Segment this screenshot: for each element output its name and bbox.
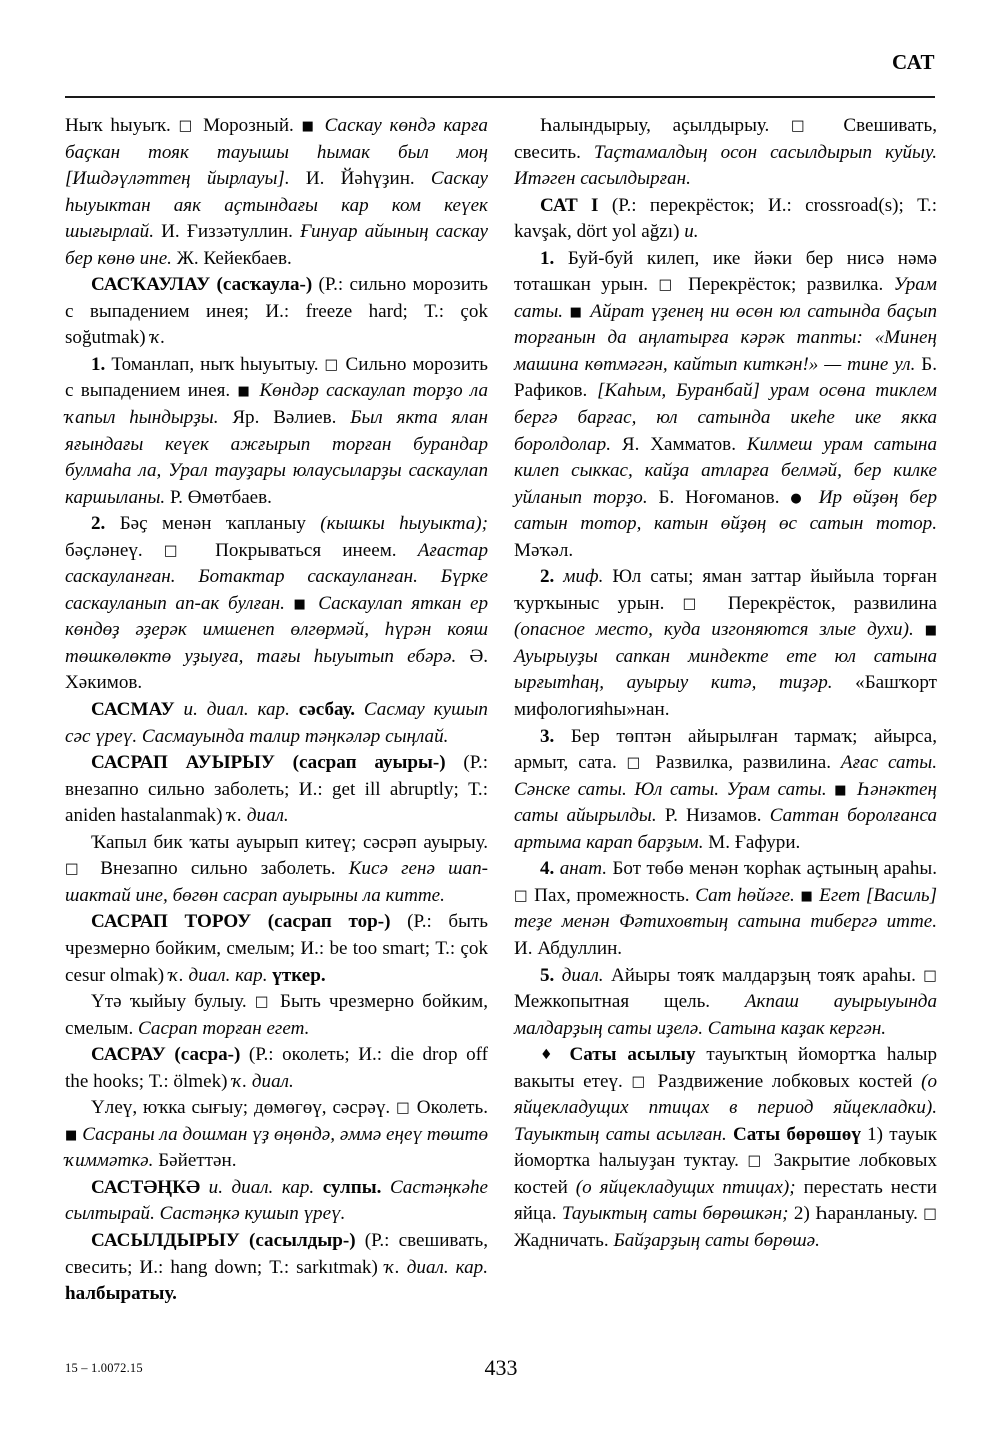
filled-square-icon: ■	[293, 596, 310, 612]
italic-text: Ауырыуҙы сапкан миндекте ете юл сатына ырғытһаң, ауырыу китә, тиҙәр.	[514, 645, 937, 694]
filled-square-icon: ■	[237, 384, 253, 400]
entry-stem: (сасрап ауыры-)	[274, 752, 446, 774]
dictionary-entry	[65, 1175, 488, 1228]
roman-text: Закрытие лобковых костей	[514, 1150, 938, 1198]
roman-text: «Башҡорт мифологияһы»нан.	[514, 672, 937, 721]
italic-text: Айрат үҙенең ни өсөн юл сатында баҫып торғанын да аңлатырға кәрәк тапты: «Минең машина көтмәгән, кайтып киткән!» — тине ул.	[514, 300, 937, 375]
bold-text: САСТӘҢКӘ	[91, 1176, 209, 1198]
roman-text: тауыҡтың йомортҡа һалыр вакыты етеү.	[514, 1044, 938, 1092]
roman-text: Бер төптән айырылған тармаҡ; айырса, армыт, сата.	[514, 725, 937, 774]
entry-headword: САСРАП АУЫРЫУ	[91, 752, 275, 774]
open-square-icon: □	[324, 356, 340, 373]
italic-text: Һәнәктең саты айырылды.	[514, 778, 937, 827]
italic-text: Тауыктың саты бөрөшкән;	[561, 1203, 794, 1225]
entry-crossreference: һалбыратыу.	[65, 1283, 177, 1305]
roman-text: Морозный.	[195, 115, 302, 136]
bold-text: сәсбау.	[298, 699, 364, 721]
entry-stem: (сасра-)	[165, 1044, 241, 1066]
italic-text: (о яйцекладущих птицах);	[575, 1176, 804, 1198]
roman-text: Мәҡәл.	[514, 539, 574, 561]
open-square-icon: □	[923, 967, 937, 984]
entry-grammar-label: и.	[679, 221, 699, 243]
roman-text: Б. Рафиков.	[514, 353, 937, 402]
page-header	[65, 52, 935, 104]
roman-text: 1) тауык йомортка һалыуҙан туктау.	[514, 1123, 937, 1172]
roman-text: Р. Өмөтбаев.	[169, 486, 272, 508]
filled-square-icon: ■	[924, 623, 937, 639]
dictionary-entry	[65, 909, 488, 989]
italic-text: анат.	[554, 858, 613, 880]
dictionary-entry	[65, 272, 488, 352]
signature-mark: 15 – 1.0072.15	[65, 1361, 143, 1375]
italic-text: Сасмау кушып сәс үреү. Сасмауында талир тәңкәләр сыңлай.	[65, 699, 488, 747]
open-square-icon: □	[514, 887, 529, 904]
italic-text: Килмеш урам сатына килеп сыккас, кайҙа атларға белмәй, бер килке уйланып торҙо.	[514, 433, 937, 508]
roman-text: Раздвижение лобковых костей	[649, 1070, 922, 1092]
entry-gloss: (Р.: свешивать, свесить; И.: hang down; Т.: sarkıtmak)	[65, 1229, 489, 1278]
entry-crossreference: үткер.	[267, 964, 326, 986]
italic-text: (о яйцекладущих птицах в период яйцекладки).	[514, 1070, 937, 1119]
roman-text: Ҡапыл бик ҡаты ауырып китеү; сәсрәп ауырыу.	[91, 831, 488, 853]
italic-text: (кышкы һыуыкта);	[320, 513, 488, 535]
roman-text: Пах, промежность.	[528, 884, 696, 906]
italic-text: Саттан боролғанса артыма карап барҙым.	[514, 805, 937, 853]
entry-gloss: (Р.: перекрёсток; И.: crossroad(s); Т.: kavşak, dört yol ağzı)	[514, 194, 938, 243]
roman-text: Ж. Кейекбаев.	[176, 247, 292, 269]
italic-text: Састәңкәһе сылтырай. Састәңкә кушып үреү.	[65, 1176, 488, 1225]
roman-text: Перекрёсток; развилка.	[677, 274, 894, 296]
open-square-icon: □	[396, 1100, 411, 1117]
dictionary-entry	[65, 1228, 488, 1308]
italic-text: Урам саты.	[514, 274, 937, 322]
entry-sense	[514, 963, 937, 1043]
dictionary-entry	[65, 697, 488, 750]
open-square-icon: □	[65, 861, 88, 878]
roman-text: Яр. Вәлиев.	[232, 407, 351, 429]
entry-phrase-block	[514, 1042, 937, 1254]
bold-text: Саты бөрөшөү	[733, 1123, 868, 1145]
roman-text: Томанлап, ныҡ һыуытыу.	[105, 353, 325, 375]
roman-text: Юл саты; яман заттар йыйыла торған ҡурҡыныс урын.	[514, 566, 937, 614]
roman-text: Ныҡ һыуыҡ.	[65, 115, 179, 136]
roman-text: Ә. Хәкимов.	[65, 645, 488, 694]
italic-text: Был якта ялан яғындағы кеүек ажғырып торған бурандар булмаһа ла, Урал тауҙары юлаусыларҙы саскаулап каршыланы.	[65, 407, 488, 508]
roman-text: Буй-буй килеп, ике йәки бер нисә нәмә тоташкан урын.	[514, 247, 937, 296]
entry-gloss: (Р.: сильно морозить с выпадением инея; И.: freeze hard; Т.: çok soğutmak)	[65, 274, 488, 349]
italic-text: Сасраны ла дошман үҙ өңөндә, әммә еңеү төштө ҡиммәткә.	[65, 1123, 488, 1172]
sense-number: 1.	[91, 353, 106, 375]
sense-number: 1.	[540, 247, 555, 269]
roman-text: Покрываться инеем.	[193, 539, 418, 561]
entry-stem: (сасрап тор-)	[251, 911, 391, 933]
entry-definition	[514, 113, 937, 193]
italic-text: и. диал. кар.	[208, 1176, 323, 1198]
entry-headword: САСҠАУЛАУ	[91, 274, 211, 296]
filled-square-icon: ■	[65, 1127, 78, 1143]
sense-number: 5.	[540, 964, 555, 986]
roman-text: Бот төбө менән ҡорһак аҫтының араһы.	[612, 858, 937, 880]
entry-sense	[514, 246, 937, 565]
bullet-icon: ●	[790, 490, 808, 506]
roman-text: Сильно морозить с выпадением инея.	[65, 353, 489, 402]
roman-text: Развилка, развилина.	[645, 752, 841, 774]
dictionary-entry	[65, 750, 488, 830]
italic-text: Ғинуар айының саскау бер көнө ине.	[65, 221, 488, 269]
roman-text: Перекрёсток, развилина	[709, 592, 938, 614]
italic-text: Акпаш ауырыуында малдарҙың саты иҙелә. Сатына каҙак кергән.	[514, 991, 937, 1039]
filled-square-icon: ■	[569, 304, 584, 320]
roman-text: И. Ғиззәтуллин.	[161, 221, 301, 243]
bold-text: сулпы.	[322, 1176, 390, 1198]
roman-text: 2) Һаранланыу.	[793, 1203, 924, 1225]
italic-text: Байҙарҙың саты бөрөшә.	[613, 1229, 820, 1251]
sense-number: 2.	[91, 513, 106, 535]
entry-continuation	[65, 113, 488, 272]
left-column	[65, 113, 488, 1308]
roman-text: Бәйеттән.	[158, 1150, 237, 1172]
italic-text: Ир өйҙөң бер сатын тотор, катын өйҙөң өс сатын тотор.	[514, 486, 938, 535]
entry-grammar-label: ҡ.	[145, 327, 166, 349]
entry-headword: САТ I	[540, 194, 599, 216]
open-square-icon: □	[658, 277, 678, 294]
open-square-icon: □	[682, 595, 710, 612]
open-square-icon: □	[631, 1073, 650, 1090]
italic-text: Егет [Василь] теҙе менән Фәтиховтың сатына тибергә итте.	[514, 884, 938, 933]
entry-sense	[514, 564, 937, 723]
roman-text: Бәҫ менән ҡапланыу	[105, 513, 321, 535]
entry-stem: (сасҡаула-)	[210, 274, 313, 296]
italic-text: Тауыктың саты асылған.	[514, 1123, 734, 1145]
roman-text: Р. Низамов.	[664, 805, 770, 827]
roman-text: Б. Ноғоманов.	[658, 486, 791, 508]
page-footer	[65, 1355, 937, 1385]
roman-text: Айыры тояҡ малдарҙың тояҡ араһы.	[610, 964, 924, 986]
bold-text: Саты асылыу	[558, 1044, 707, 1066]
dictionary-entry	[65, 1042, 488, 1095]
roman-text: Быть чрезмерно бойким, смелым.	[65, 991, 488, 1039]
entry-headword: САСРАУ	[91, 1044, 166, 1066]
roman-text: Я. Хамматов.	[621, 433, 747, 455]
italic-text: Сасрап торған егет.	[138, 1017, 310, 1039]
roman-text: Внезапно сильно заболеть.	[87, 858, 349, 880]
italic-text: Кисә генә шап-шактай ине, бөгөн сасрап ауырыны ла китте.	[65, 858, 488, 906]
italic-text: и. диал. кар.	[183, 699, 299, 721]
italic-text: Ағас саты. Сәнске саты. Юл саты. Урам саты.	[514, 752, 937, 800]
roman-text: М. Ғафури.	[708, 831, 801, 853]
roman-text: Свешивать, свесить.	[514, 115, 938, 163]
sense-number: 4.	[540, 858, 555, 880]
entry-stem: (сасылдыр-)	[239, 1229, 356, 1251]
roman-text: И. Йәһүҙин.	[305, 168, 431, 190]
italic-text: Саскау көндә карға баҫкан тояк тауышы һымак был моң [Ишдәүләттең йырлауы].	[65, 115, 488, 190]
italic-text: Сат һөйәге.	[695, 884, 801, 906]
sense-number: 3.	[540, 725, 555, 747]
entry-grammar-label: ҡ. диал. кар.	[164, 964, 268, 986]
open-square-icon: □	[163, 542, 194, 559]
entry-grammar-label: ҡ. диал.	[227, 1070, 294, 1092]
italic-text: Саскаулап яткан ер көндөҙ әҙерәк имшенеп өлгөрмәй, һүрән кояш төшкөлөктө уҙыуға, тағы һыуытып ебәрә.	[65, 592, 488, 667]
sense-number: 2.	[540, 566, 555, 588]
roman-text: Межкопытная щель.	[514, 991, 745, 1013]
body-columns	[65, 113, 937, 1308]
entry-grammar-label: ҡ. диал.	[222, 805, 289, 827]
entry-gloss: (Р.: околеть; И.: die drop off the hooks; Т.: ölmek)	[65, 1044, 488, 1092]
roman-text: Околеть.	[410, 1097, 489, 1119]
roman-text: перестать нести яйца.	[514, 1176, 937, 1225]
italic-text: [Каһым, Буранбай] урам осөна тиклем бергә барғас, юл сатында икеһе ике якка боролдолар.	[514, 380, 937, 455]
open-square-icon: □	[747, 1153, 766, 1170]
open-square-icon: □	[254, 994, 272, 1011]
bold-text: САСМАУ	[91, 699, 184, 721]
roman-text: Үлеү, юҡка сығыу; дөмөгөү, сәсрәү.	[91, 1097, 397, 1119]
entry-sense	[65, 511, 488, 697]
roman-text: И. Абдуллин.	[514, 937, 623, 959]
filled-square-icon: ■	[800, 888, 814, 904]
filled-square-icon: ■	[834, 782, 850, 798]
open-square-icon: □	[923, 1206, 937, 1223]
italic-text: (опасное место, куда изгоняются злые духи).	[514, 619, 925, 641]
italic-text: Ағастар саскауланған. Ботактар саскауланған. Бүрке саскауланып ап-ак булған.	[65, 539, 488, 614]
roman-text: бәҫләнеү.	[65, 539, 164, 561]
roman-text: Жадничать.	[514, 1229, 614, 1251]
entry-headword: САСЫЛДЫРЫУ	[91, 1229, 240, 1251]
italic-text: диал.	[554, 964, 611, 986]
open-square-icon: □	[626, 755, 646, 772]
diamond-icon: ♦	[540, 1047, 559, 1064]
entry-gloss: (Р.: внезапно сильно заболеть; И.: get ill abruptly; Т.: aniden hastalanmak)	[65, 752, 489, 827]
roman-text: Үтә ҡыйыу булыу.	[91, 991, 255, 1013]
open-square-icon: □	[178, 118, 196, 134]
entry-definition	[65, 830, 488, 910]
dictionary-entry	[514, 193, 937, 246]
entry-definition	[65, 989, 488, 1042]
entry-grammar-label: ҡ. диал. кар.	[377, 1256, 488, 1278]
right-column	[514, 113, 937, 1308]
entry-sense	[65, 352, 488, 511]
italic-text: Саскау һыуыктан аяк аҫтындағы кар ком кеүек шығырлай.	[65, 168, 489, 243]
entry-sense	[514, 724, 937, 857]
filled-square-icon: ■	[301, 119, 317, 134]
entry-definition	[65, 1095, 488, 1175]
running-head: САТ	[892, 50, 935, 74]
page-number: 433	[484, 1355, 518, 1380]
header-rule	[65, 96, 935, 98]
open-square-icon: □	[791, 118, 822, 134]
entry-headword: САСРАП ТОРОУ	[91, 911, 252, 933]
italic-text: Таҫтамалдың осон сасылдырып куйыу. Итәген сасылдырған.	[514, 141, 938, 190]
roman-text: Һалындырыу, аҫылдырыу.	[540, 115, 792, 136]
italic-text: миф.	[554, 566, 613, 588]
italic-text: Көндәр саскаулап торҙо ла ҡапыл һындырҙы.	[65, 380, 489, 429]
entry-sense	[514, 856, 937, 962]
entry-gloss: (Р.: быть чрезмерно бойким, смелым; И.: be too smart; Т.: çok cesur olmak)	[65, 911, 489, 986]
